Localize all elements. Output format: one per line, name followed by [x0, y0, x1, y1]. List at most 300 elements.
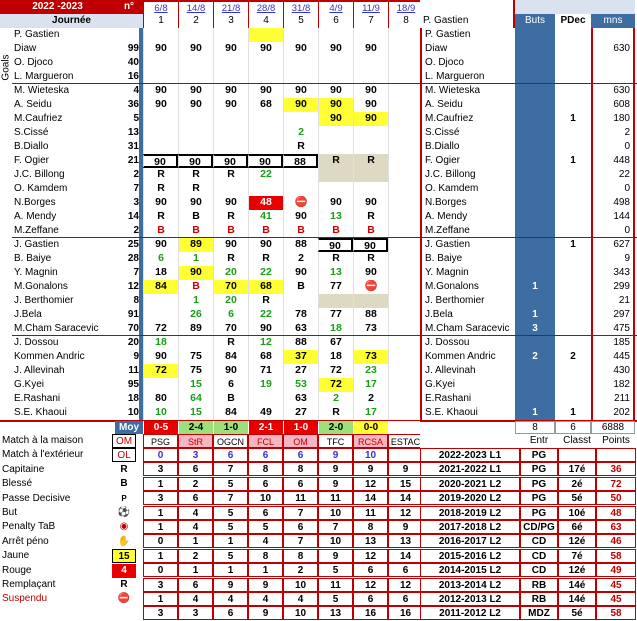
lineup-cell[interactable]: B: [213, 224, 248, 238]
lineup-cell[interactable]: 90: [318, 98, 353, 112]
rank-cell: 11: [353, 506, 388, 520]
lineup-cell[interactable]: [143, 140, 178, 154]
lineup-cell[interactable]: B: [178, 210, 213, 224]
lineup-cell[interactable]: [283, 112, 318, 126]
lineup-cell[interactable]: R: [143, 210, 178, 224]
lineup-cell[interactable]: 90: [353, 112, 388, 126]
buts-cell: [515, 196, 555, 210]
lineup-cell[interactable]: B: [318, 224, 353, 238]
lineup-cell[interactable]: 90: [248, 42, 283, 56]
lineup-cell[interactable]: [353, 294, 388, 308]
round-date[interactable]: 21/8: [213, 0, 248, 14]
lineup-cell[interactable]: [213, 70, 248, 84]
lineup-cell[interactable]: 2: [283, 126, 318, 140]
lineup-cell[interactable]: [318, 126, 353, 140]
history-season: 2021-2022 L1: [420, 462, 520, 476]
player-name: J. Allevinah: [14, 365, 65, 376]
lineup-cell[interactable]: 70: [213, 322, 248, 336]
lineup-cell[interactable]: [143, 378, 178, 392]
lineup-cell[interactable]: [388, 210, 423, 224]
lineup-cell[interactable]: R: [283, 140, 318, 154]
lineup-cell[interactable]: 6: [213, 378, 248, 392]
lineup-cell[interactable]: 75: [178, 364, 213, 378]
lineup-cell[interactable]: 22: [248, 308, 283, 322]
lineup-cell[interactable]: 22: [248, 168, 283, 182]
lineup-cell[interactable]: R: [178, 182, 213, 196]
player-number: 36: [127, 99, 139, 110]
lineup-cell[interactable]: [388, 308, 423, 322]
lineup-cell[interactable]: [283, 182, 318, 196]
right-player-name: J.C. Billong: [425, 169, 476, 180]
round-date[interactable]: 28/8: [248, 0, 283, 14]
history-coach: CD: [520, 563, 558, 577]
player-number: 2: [133, 225, 139, 236]
lineup-cell[interactable]: 90: [248, 322, 283, 336]
legend-symbol: 15: [112, 549, 136, 563]
lineup-cell[interactable]: 6: [143, 252, 178, 266]
lineup-cell[interactable]: 10: [143, 406, 178, 420]
lineup-cell[interactable]: [388, 98, 423, 112]
lineup-cell[interactable]: 84: [143, 280, 178, 294]
lineup-cell[interactable]: 17: [353, 378, 388, 392]
lineup-cell[interactable]: 13: [318, 266, 353, 280]
lineup-cell[interactable]: 90: [143, 238, 178, 252]
lineup-cell[interactable]: 26: [178, 308, 213, 322]
lineup-cell[interactable]: 71: [248, 364, 283, 378]
pdec-cell: 1: [570, 113, 576, 124]
lineup-cell[interactable]: 90: [143, 84, 178, 98]
lineup-cell[interactable]: [388, 406, 423, 420]
lineup-cell[interactable]: R: [178, 168, 213, 182]
pdec-cell: [555, 210, 591, 224]
right-player-name: P. Gastien: [425, 29, 471, 40]
lineup-cell[interactable]: 88: [283, 154, 318, 168]
rank-cell: 10: [318, 506, 353, 520]
rank-cell: 3: [143, 578, 178, 592]
match-score: 2-0: [318, 421, 353, 434]
lineup-cell[interactable]: 84: [213, 350, 248, 364]
lineup-cell[interactable]: [213, 28, 248, 42]
lineup-cell[interactable]: 90: [283, 210, 318, 224]
history-season: 2015-2016 L2: [420, 549, 520, 563]
lineup-cell[interactable]: [248, 112, 283, 126]
match-score: 1-0: [213, 421, 248, 434]
round-date[interactable]: 14/8: [178, 0, 213, 14]
lineup-cell[interactable]: 19: [248, 378, 283, 392]
rank-cell: 5: [213, 477, 248, 491]
classt-header: Classt: [563, 435, 591, 446]
lineup-cell[interactable]: [248, 28, 283, 42]
lineup-cell[interactable]: 90: [318, 238, 353, 252]
lineup-cell[interactable]: [248, 126, 283, 140]
lineup-cell[interactable]: [318, 182, 353, 196]
lineup-cell[interactable]: 77: [318, 308, 353, 322]
lineup-cell[interactable]: 22: [248, 266, 283, 280]
lineup-cell[interactable]: B: [178, 280, 213, 294]
lineup-cell[interactable]: 68: [248, 280, 283, 294]
lineup-cell[interactable]: [248, 56, 283, 70]
lineup-cell[interactable]: [178, 56, 213, 70]
lineup-cell[interactable]: [388, 294, 423, 308]
lineup-cell[interactable]: [143, 294, 178, 308]
lineup-cell[interactable]: [388, 238, 423, 252]
mns-cell: 202: [591, 406, 635, 420]
lineup-cell[interactable]: [178, 336, 213, 350]
lineup-cell[interactable]: 6: [213, 308, 248, 322]
history-points: 58: [596, 606, 636, 620]
rank-cell: 14: [388, 549, 420, 563]
player-name: N.Borges: [14, 197, 56, 208]
rank-cell: 10: [248, 491, 283, 505]
player-number: 21: [127, 155, 139, 166]
player-grid: [0, 28, 637, 420]
rank-cell: 5: [213, 520, 248, 534]
rank-cell: 6: [283, 477, 318, 491]
rank-cell: 13: [353, 534, 388, 548]
lineup-cell[interactable]: [283, 168, 318, 182]
lineup-cell[interactable]: 53: [283, 378, 318, 392]
round-date[interactable]: 18/9: [388, 0, 420, 14]
lineup-cell[interactable]: 90: [353, 42, 388, 56]
lineup-cell[interactable]: R: [353, 154, 388, 168]
lineup-cell[interactable]: [213, 56, 248, 70]
lineup-cell[interactable]: [283, 56, 318, 70]
lineup-cell[interactable]: 90: [143, 98, 178, 112]
lineup-cell[interactable]: [248, 70, 283, 84]
lineup-cell[interactable]: [388, 280, 423, 294]
lineup-cell[interactable]: 89: [178, 322, 213, 336]
lineup-cell[interactable]: 88: [283, 238, 318, 252]
lineup-cell[interactable]: [318, 28, 353, 42]
mns-cell: 475: [591, 322, 635, 336]
lineup-cell[interactable]: 73: [353, 322, 388, 336]
lineup-cell[interactable]: 15: [178, 378, 213, 392]
lineup-cell[interactable]: 18: [318, 322, 353, 336]
lineup-cell[interactable]: R: [318, 252, 353, 266]
lineup-cell[interactable]: 84: [213, 406, 248, 420]
lineup-cell[interactable]: 64: [178, 392, 213, 406]
rank-cell: 6: [213, 448, 248, 462]
lineup-cell[interactable]: 90: [283, 42, 318, 56]
lineup-cell[interactable]: 90: [283, 266, 318, 280]
lineup-cell[interactable]: [388, 42, 423, 56]
lineup-cell[interactable]: 88: [353, 308, 388, 322]
lineup-cell[interactable]: [388, 140, 423, 154]
round-date[interactable]: 31/8: [283, 0, 318, 14]
lineup-cell[interactable]: 13: [318, 210, 353, 224]
lineup-cell[interactable]: B: [283, 224, 318, 238]
lineup-cell[interactable]: R: [213, 210, 248, 224]
lineup-cell[interactable]: 73: [353, 350, 388, 364]
lineup-cell[interactable]: [318, 140, 353, 154]
lineup-cell[interactable]: 77: [318, 280, 353, 294]
lineup-cell[interactable]: 90: [178, 98, 213, 112]
rank-cell: 6: [248, 506, 283, 520]
lineup-cell[interactable]: [318, 168, 353, 182]
buts-cell: [515, 224, 555, 238]
lineup-cell[interactable]: B: [353, 224, 388, 238]
player-name: B. Baiye: [14, 253, 52, 264]
rank-cell: 4: [248, 534, 283, 548]
lineup-cell[interactable]: R: [248, 252, 283, 266]
lineup-cell[interactable]: [388, 196, 423, 210]
buts-cell: 3: [515, 322, 555, 336]
lineup-cell[interactable]: [388, 70, 423, 84]
lineup-cell[interactable]: 90: [283, 98, 318, 112]
lineup-cell[interactable]: 72: [143, 364, 178, 378]
lineup-cell[interactable]: 72: [318, 378, 353, 392]
lineup-cell[interactable]: 2: [283, 252, 318, 266]
lineup-cell[interactable]: 70: [213, 280, 248, 294]
lineup-cell[interactable]: R: [318, 406, 353, 420]
lineup-cell[interactable]: [353, 126, 388, 140]
lineup-cell[interactable]: [283, 70, 318, 84]
round-number: 5: [283, 14, 318, 28]
lineup-cell[interactable]: [353, 336, 388, 350]
pdec-cell: [555, 224, 591, 238]
lineup-cell[interactable]: 2: [353, 392, 388, 406]
lineup-cell[interactable]: 90: [213, 364, 248, 378]
lineup-cell[interactable]: 68: [248, 98, 283, 112]
lineup-cell[interactable]: 90: [213, 154, 248, 168]
round-date[interactable]: 11/9: [353, 0, 388, 14]
rank-cell: 6: [178, 578, 213, 592]
rank-cell: 1: [143, 506, 178, 520]
lineup-cell[interactable]: R: [213, 336, 248, 350]
lineup-cell[interactable]: [388, 56, 423, 70]
lineup-cell[interactable]: [143, 56, 178, 70]
lineup-cell[interactable]: 90: [178, 42, 213, 56]
lineup-cell[interactable]: [353, 182, 388, 196]
lineup-cell[interactable]: 48: [248, 196, 283, 210]
lineup-cell[interactable]: [143, 70, 178, 84]
lineup-cell[interactable]: 23: [353, 364, 388, 378]
lineup-cell[interactable]: 27: [283, 406, 318, 420]
lineup-cell[interactable]: [388, 378, 423, 392]
lineup-cell[interactable]: [388, 112, 423, 126]
round-date[interactable]: 4/9: [318, 0, 353, 14]
lineup-cell[interactable]: 63: [283, 322, 318, 336]
lineup-cell[interactable]: [143, 112, 178, 126]
lineup-cell[interactable]: [283, 294, 318, 308]
lineup-cell[interactable]: 90: [178, 154, 213, 168]
legend-label: Blessé: [2, 478, 33, 490]
lineup-cell[interactable]: [388, 322, 423, 336]
lineup-cell[interactable]: 90: [178, 84, 213, 98]
rank-cell: 1: [213, 534, 248, 548]
rank-cell: 6: [248, 477, 283, 491]
rank-cell: 12: [353, 477, 388, 491]
lineup-cell[interactable]: [318, 56, 353, 70]
lineup-cell[interactable]: 18: [318, 350, 353, 364]
lineup-cell[interactable]: R: [213, 168, 248, 182]
lineup-cell[interactable]: 90: [213, 98, 248, 112]
lineup-cell[interactable]: [353, 28, 388, 42]
lineup-cell[interactable]: [178, 28, 213, 42]
lineup-cell[interactable]: [248, 140, 283, 154]
lineup-cell[interactable]: [388, 154, 423, 168]
lineup-cell[interactable]: 90: [353, 238, 388, 252]
lineup-cell[interactable]: [353, 140, 388, 154]
lineup-cell[interactable]: [388, 392, 423, 406]
lineup-cell[interactable]: [353, 70, 388, 84]
lineup-cell[interactable]: 90: [213, 84, 248, 98]
lineup-cell[interactable]: 2: [318, 392, 353, 406]
lineup-cell[interactable]: [388, 126, 423, 140]
lineup-cell[interactable]: 90: [318, 112, 353, 126]
lineup-cell[interactable]: [388, 182, 423, 196]
lineup-cell[interactable]: 75: [178, 350, 213, 364]
lineup-cell[interactable]: 90: [353, 84, 388, 98]
lineup-cell[interactable]: 12: [248, 336, 283, 350]
lineup-cell[interactable]: [143, 28, 178, 42]
lineup-cell[interactable]: 1: [178, 294, 213, 308]
lineup-cell[interactable]: [213, 182, 248, 196]
lineup-cell[interactable]: 90: [248, 154, 283, 168]
lineup-cell[interactable]: 1: [178, 252, 213, 266]
lineup-cell[interactable]: 49: [248, 406, 283, 420]
lineup-cell[interactable]: [388, 336, 423, 350]
lineup-cell[interactable]: 90: [143, 350, 178, 364]
lineup-cell[interactable]: 88: [283, 336, 318, 350]
lineup-cell[interactable]: 72: [318, 364, 353, 378]
lineup-cell[interactable]: 15: [178, 406, 213, 420]
rank-cell: 8: [283, 549, 318, 563]
lineup-cell[interactable]: [388, 252, 423, 266]
rank-cell: 12: [353, 578, 388, 592]
lineup-cell[interactable]: 90: [353, 196, 388, 210]
lineup-cell[interactable]: 90: [213, 238, 248, 252]
lineup-cell[interactable]: 18: [143, 266, 178, 280]
rank-cell: 13: [318, 606, 353, 620]
history-season: 2014-2015 L2: [420, 563, 520, 577]
right-player-name: M. Wieteska: [425, 85, 481, 96]
total-pdec: 6: [555, 421, 591, 434]
lineup-cell[interactable]: 18: [143, 336, 178, 350]
lineup-cell[interactable]: B: [283, 280, 318, 294]
lineup-cell[interactable]: [178, 112, 213, 126]
mns-cell: [591, 70, 635, 84]
lineup-cell[interactable]: [388, 84, 423, 98]
legend-symbol: ⚽: [117, 507, 131, 518]
buts-cell: [515, 126, 555, 140]
lineup-cell[interactable]: [178, 140, 213, 154]
right-player-name: Y. Magnin: [425, 267, 469, 278]
lineup-cell[interactable]: [248, 182, 283, 196]
lineup-cell[interactable]: B: [248, 224, 283, 238]
buts-cell: [515, 154, 555, 168]
lineup-cell[interactable]: [353, 168, 388, 182]
lineup-cell[interactable]: 90: [353, 266, 388, 280]
lineup-cell[interactable]: [143, 126, 178, 140]
lineup-cell[interactable]: R: [353, 252, 388, 266]
lineup-cell[interactable]: 90: [248, 84, 283, 98]
lineup-cell[interactable]: 90: [318, 84, 353, 98]
right-player-name: N.Borges: [425, 197, 467, 208]
lineup-cell[interactable]: 20: [213, 266, 248, 280]
lineup-cell[interactable]: [318, 294, 353, 308]
lineup-cell[interactable]: 90: [318, 42, 353, 56]
history-coach: MDZ: [520, 606, 558, 620]
lineup-cell[interactable]: [213, 126, 248, 140]
lineup-cell[interactable]: ⛔: [283, 196, 318, 210]
lineup-cell[interactable]: B: [213, 392, 248, 406]
lineup-cell[interactable]: 20: [213, 294, 248, 308]
pdec-cell: [555, 392, 591, 406]
round-date[interactable]: 6/8: [143, 0, 178, 14]
mns-cell: 445: [591, 350, 635, 364]
lineup-cell[interactable]: 63: [283, 392, 318, 406]
lineup-cell[interactable]: 80: [143, 392, 178, 406]
lineup-cell[interactable]: [388, 364, 423, 378]
lineup-cell[interactable]: [388, 168, 423, 182]
lineup-cell[interactable]: R: [248, 294, 283, 308]
lineup-cell[interactable]: 78: [283, 308, 318, 322]
right-player-name: J. Gastien: [425, 239, 471, 250]
lineup-cell[interactable]: 90: [213, 42, 248, 56]
lineup-cell[interactable]: B: [143, 224, 178, 238]
lineup-cell[interactable]: [248, 392, 283, 406]
lineup-cell[interactable]: [178, 126, 213, 140]
lineup-cell[interactable]: 90: [143, 154, 178, 168]
player-number: 91: [127, 309, 139, 320]
rank-cell: 9: [353, 462, 388, 476]
lineup-cell[interactable]: [213, 140, 248, 154]
lineup-cell[interactable]: R: [318, 154, 353, 168]
lineup-cell[interactable]: 89: [178, 238, 213, 252]
lineup-cell[interactable]: [388, 266, 423, 280]
lineup-cell[interactable]: [213, 112, 248, 126]
legend-label: Passe Decisive: [2, 492, 71, 504]
lineup-cell[interactable]: B: [178, 224, 213, 238]
lineup-cell[interactable]: 68: [248, 350, 283, 364]
lineup-cell[interactable]: 27: [283, 364, 318, 378]
lineup-cell[interactable]: R: [143, 182, 178, 196]
lineup-cell[interactable]: [388, 350, 423, 364]
lineup-cell[interactable]: [143, 308, 178, 322]
lineup-cell[interactable]: 37: [283, 350, 318, 364]
lineup-cell[interactable]: [283, 28, 318, 42]
right-divider: [420, 28, 422, 420]
lineup-cell[interactable]: 90: [283, 84, 318, 98]
mns-header: mns: [591, 14, 635, 28]
lineup-cell[interactable]: [388, 28, 423, 42]
lineup-cell[interactable]: 90: [213, 196, 248, 210]
lineup-cell[interactable]: 90: [248, 238, 283, 252]
lineup-cell[interactable]: 67: [318, 336, 353, 350]
lineup-cell[interactable]: R: [353, 210, 388, 224]
lineup-cell[interactable]: [388, 224, 423, 238]
lineup-cell[interactable]: R: [143, 168, 178, 182]
lineup-cell[interactable]: [353, 56, 388, 70]
lineup-cell[interactable]: 90: [353, 98, 388, 112]
lineup-cell[interactable]: [178, 70, 213, 84]
lineup-cell[interactable]: [318, 70, 353, 84]
lineup-cell[interactable]: 90: [143, 42, 178, 56]
buts-cell: [515, 392, 555, 406]
lineup-cell[interactable]: R: [213, 252, 248, 266]
lineup-cell[interactable]: 90: [143, 196, 178, 210]
history-season: 2019-2020 L2: [420, 491, 520, 505]
lineup-cell[interactable]: 90: [318, 196, 353, 210]
lineup-cell[interactable]: 90: [178, 196, 213, 210]
lineup-cell[interactable]: 90: [178, 266, 213, 280]
lineup-cell[interactable]: 72: [143, 322, 178, 336]
lineup-cell[interactable]: 17: [353, 406, 388, 420]
rank-cell: 1: [143, 592, 178, 606]
lineup-cell[interactable]: ⛔: [353, 280, 388, 294]
lineup-cell[interactable]: 41: [248, 210, 283, 224]
